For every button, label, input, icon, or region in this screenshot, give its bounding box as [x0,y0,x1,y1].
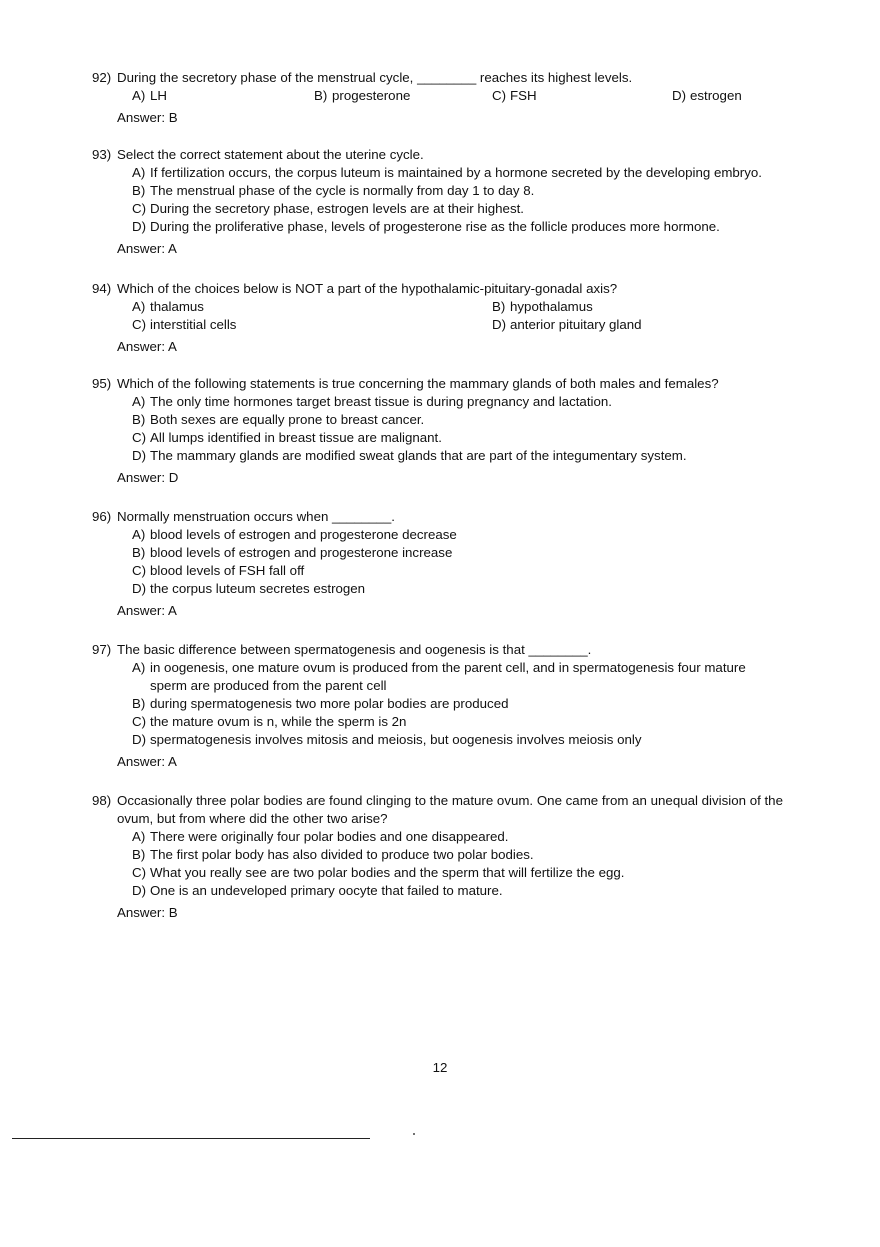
option-letter: B) [132,545,146,560]
footer-dot [413,1133,415,1135]
question-text: Normally menstruation occurs when ________. [117,509,395,524]
question-97 [92,641,812,771]
option-text: Both sexes are equally prone to breast cancer. [150,412,425,427]
option-letter: C) [132,317,147,332]
option-d [132,731,812,749]
option-b [132,846,812,864]
answer: Answer: B [117,110,178,125]
question-stem [92,280,812,298]
option-d [492,316,792,334]
question-text: Which of the following statements is true concerning the mammary glands of both males and females? [117,376,719,391]
option-letter: A) [132,165,146,180]
option-b [132,411,812,429]
option-letter: A) [132,527,146,542]
option-d [672,87,792,105]
question-93 [92,146,812,258]
option-text: FSH [510,88,537,103]
question-stem [92,508,812,526]
options [132,164,812,236]
answer: Answer: A [117,754,177,769]
options [132,393,812,465]
question-text: Which of the choices below is NOT a part of the hypothalamic-pituitary-gonadal axis? [117,281,618,296]
option-c [132,864,812,882]
options [132,659,812,749]
question-94 [92,280,812,356]
option-b [314,87,492,105]
option-d [132,447,812,465]
option-text: during spermatogenesis two more polar bodies are produced [150,696,509,711]
option-letter: A) [132,829,146,844]
option-text: The only time hormones target breast tissue is during pregnancy and lactation. [150,394,612,409]
option-d [132,218,812,236]
answer: Answer: B [117,905,178,920]
option-letter: A) [132,394,146,409]
option-d [132,882,812,900]
option-letter: C) [492,88,507,103]
question-95 [92,375,812,487]
option-d [132,580,812,598]
option-a [132,659,812,695]
option-letter: A) [132,299,146,314]
option-text: If fertilization occurs, the corpus luteum is maintained by a hormone secreted by the developing embryo. [150,165,762,180]
option-b [132,182,812,200]
question-stem [92,69,812,87]
option-text: What you really see are two polar bodies and the sperm that will fertilize the egg. [150,865,625,880]
option-b [492,298,792,316]
option-text: hypothalamus [510,299,593,314]
option-letter: D) [132,732,147,747]
option-letter: C) [132,201,147,216]
question-number: 92) [92,70,112,85]
option-a [132,298,492,316]
option-text: LH [150,88,167,103]
options [132,298,812,334]
page-number: 12 [432,1060,448,1075]
question-96 [92,508,812,620]
question-number: 93) [92,147,112,162]
option-letter: B) [314,88,328,103]
option-c [132,562,812,580]
option-letter: B) [132,847,146,862]
option-letter: B) [132,183,146,198]
option-b [132,544,812,562]
question-stem [92,146,812,164]
option-text: The menstrual phase of the cycle is normally from day 1 to day 8. [150,183,535,198]
answer: Answer: D [117,470,179,485]
option-letter: D) [132,883,147,898]
option-letter: C) [132,865,147,880]
option-text: anterior pituitary gland [510,317,642,332]
option-letter: C) [132,563,147,578]
answer: Answer: A [117,603,177,618]
option-letter: D) [132,219,147,234]
option-text: blood levels of FSH fall off [150,563,305,578]
answer: Answer: A [117,339,177,354]
option-letter: C) [132,430,147,445]
option-c [492,87,672,105]
options [132,828,812,900]
option-letter: B) [132,696,146,711]
option-text: All lumps identified in breast tissue are malignant. [150,430,442,445]
option-c [132,713,812,731]
option-a [132,828,812,846]
option-letter: D) [132,581,147,596]
option-a [132,164,812,182]
option-text: the corpus luteum secretes estrogen [150,581,366,596]
option-text: One is an undeveloped primary oocyte that failed to mature. [150,883,503,898]
option-text: progesterone [332,88,411,103]
option-letter: B) [492,299,506,314]
option-text: spermatogenesis involves mitosis and meiosis, but oogenesis involves meiosis only [150,732,642,747]
option-text: estrogen [690,88,742,103]
question-text: Occasionally three polar bodies are found clinging to the mature ovum. One came from an unequal division of the ovum, but from where did the other two arise? [117,793,783,826]
option-a [132,393,812,411]
option-letter: D) [672,88,687,103]
question-stem [92,375,812,393]
option-text: There were originally four polar bodies and one disappeared. [150,829,509,844]
question-text: The basic difference between spermatogenesis and oogenesis is that ________. [117,642,592,657]
question-98 [92,792,812,922]
question-text: Select the correct statement about the uterine cycle. [117,147,424,162]
option-b [132,695,812,713]
option-text: The first polar body has also divided to produce two polar bodies. [150,847,534,862]
option-a [132,87,314,105]
question-text: During the secretory phase of the menstrual cycle, ________ reaches its highest levels. [117,70,633,85]
option-letter: D) [132,448,147,463]
option-text: During the secretory phase, estrogen levels are at their highest. [150,201,524,216]
option-c [132,200,812,218]
answer: Answer: A [117,241,177,256]
option-text: in oogenesis, one mature ovum is produced from the parent cell, and in spermatogenesis four mature sperm are produced from the parent cell [150,660,746,693]
options [132,87,812,105]
question-number: 94) [92,281,112,296]
option-letter: D) [492,317,507,332]
option-a [132,526,812,544]
question-number: 95) [92,376,112,391]
option-letter: A) [132,660,146,675]
question-stem [92,641,812,659]
option-text: thalamus [150,299,204,314]
option-text: The mammary glands are modified sweat glands that are part of the integumentary system. [150,448,687,463]
option-text: blood levels of estrogen and progesterone increase [150,545,453,560]
option-text: interstitial cells [150,317,237,332]
option-letter: B) [132,412,146,427]
question-number: 98) [92,793,112,808]
options [132,526,812,598]
option-c [132,429,812,447]
option-letter: C) [132,714,147,729]
question-92 [92,69,812,127]
question-number: 96) [92,509,112,524]
footer-rule [12,1138,370,1139]
option-text: During the proliferative phase, levels of progesterone rise as the follicle produces more hormone. [150,219,720,234]
option-c [132,316,492,334]
option-letter: A) [132,88,146,103]
question-stem [92,792,812,828]
question-number: 97) [92,642,112,657]
option-text: the mature ovum is n, while the sperm is 2n [150,714,407,729]
option-text: blood levels of estrogen and progesterone decrease [150,527,457,542]
